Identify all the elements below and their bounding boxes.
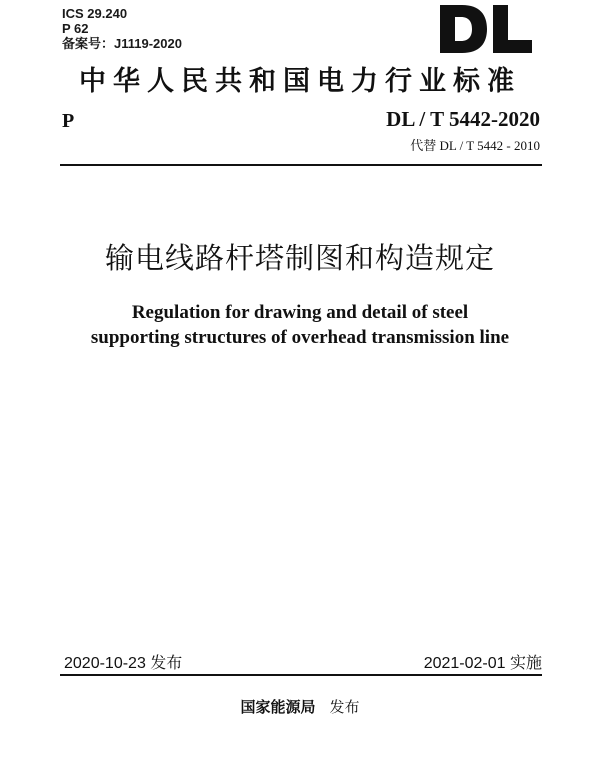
dl-logo-letter-l	[493, 5, 532, 53]
issue-date: 2020-10-23 发布	[64, 655, 183, 672]
bottom-divider	[60, 674, 542, 676]
standard-category-name: 中华人民共和国电力行业标准	[79, 66, 521, 97]
implementation-date: 2021-02-01 实施	[423, 655, 542, 672]
title-english-line-1: Regulation for drawing and detail of steel	[131, 302, 469, 323]
title-english-line-2: supporting structures of overhead transmission line	[90, 327, 510, 348]
replaces-standard: 代替 DL / T 5442 - 2010	[410, 138, 540, 153]
classification-letter: P	[62, 110, 75, 132]
issuer-action: 发布	[329, 698, 360, 716]
issuer-organization: 国家能源局	[240, 698, 316, 716]
filing-number: 备案号：J1119-2020	[62, 36, 182, 51]
classification-code: P 62	[62, 21, 89, 36]
title-chinese: 输电线路杆塔制图和构造规定	[104, 241, 495, 275]
top-divider	[60, 164, 542, 166]
standard-number: DL / T 5442-2020	[386, 107, 540, 131]
title-english	[0, 300, 600, 350]
ics-code: ICS 29.240	[62, 6, 128, 21]
dl-logo-letter-d	[440, 5, 487, 53]
issuer	[0, 696, 600, 717]
standard-metadata	[62, 6, 182, 51]
dl-logo	[438, 2, 534, 56]
